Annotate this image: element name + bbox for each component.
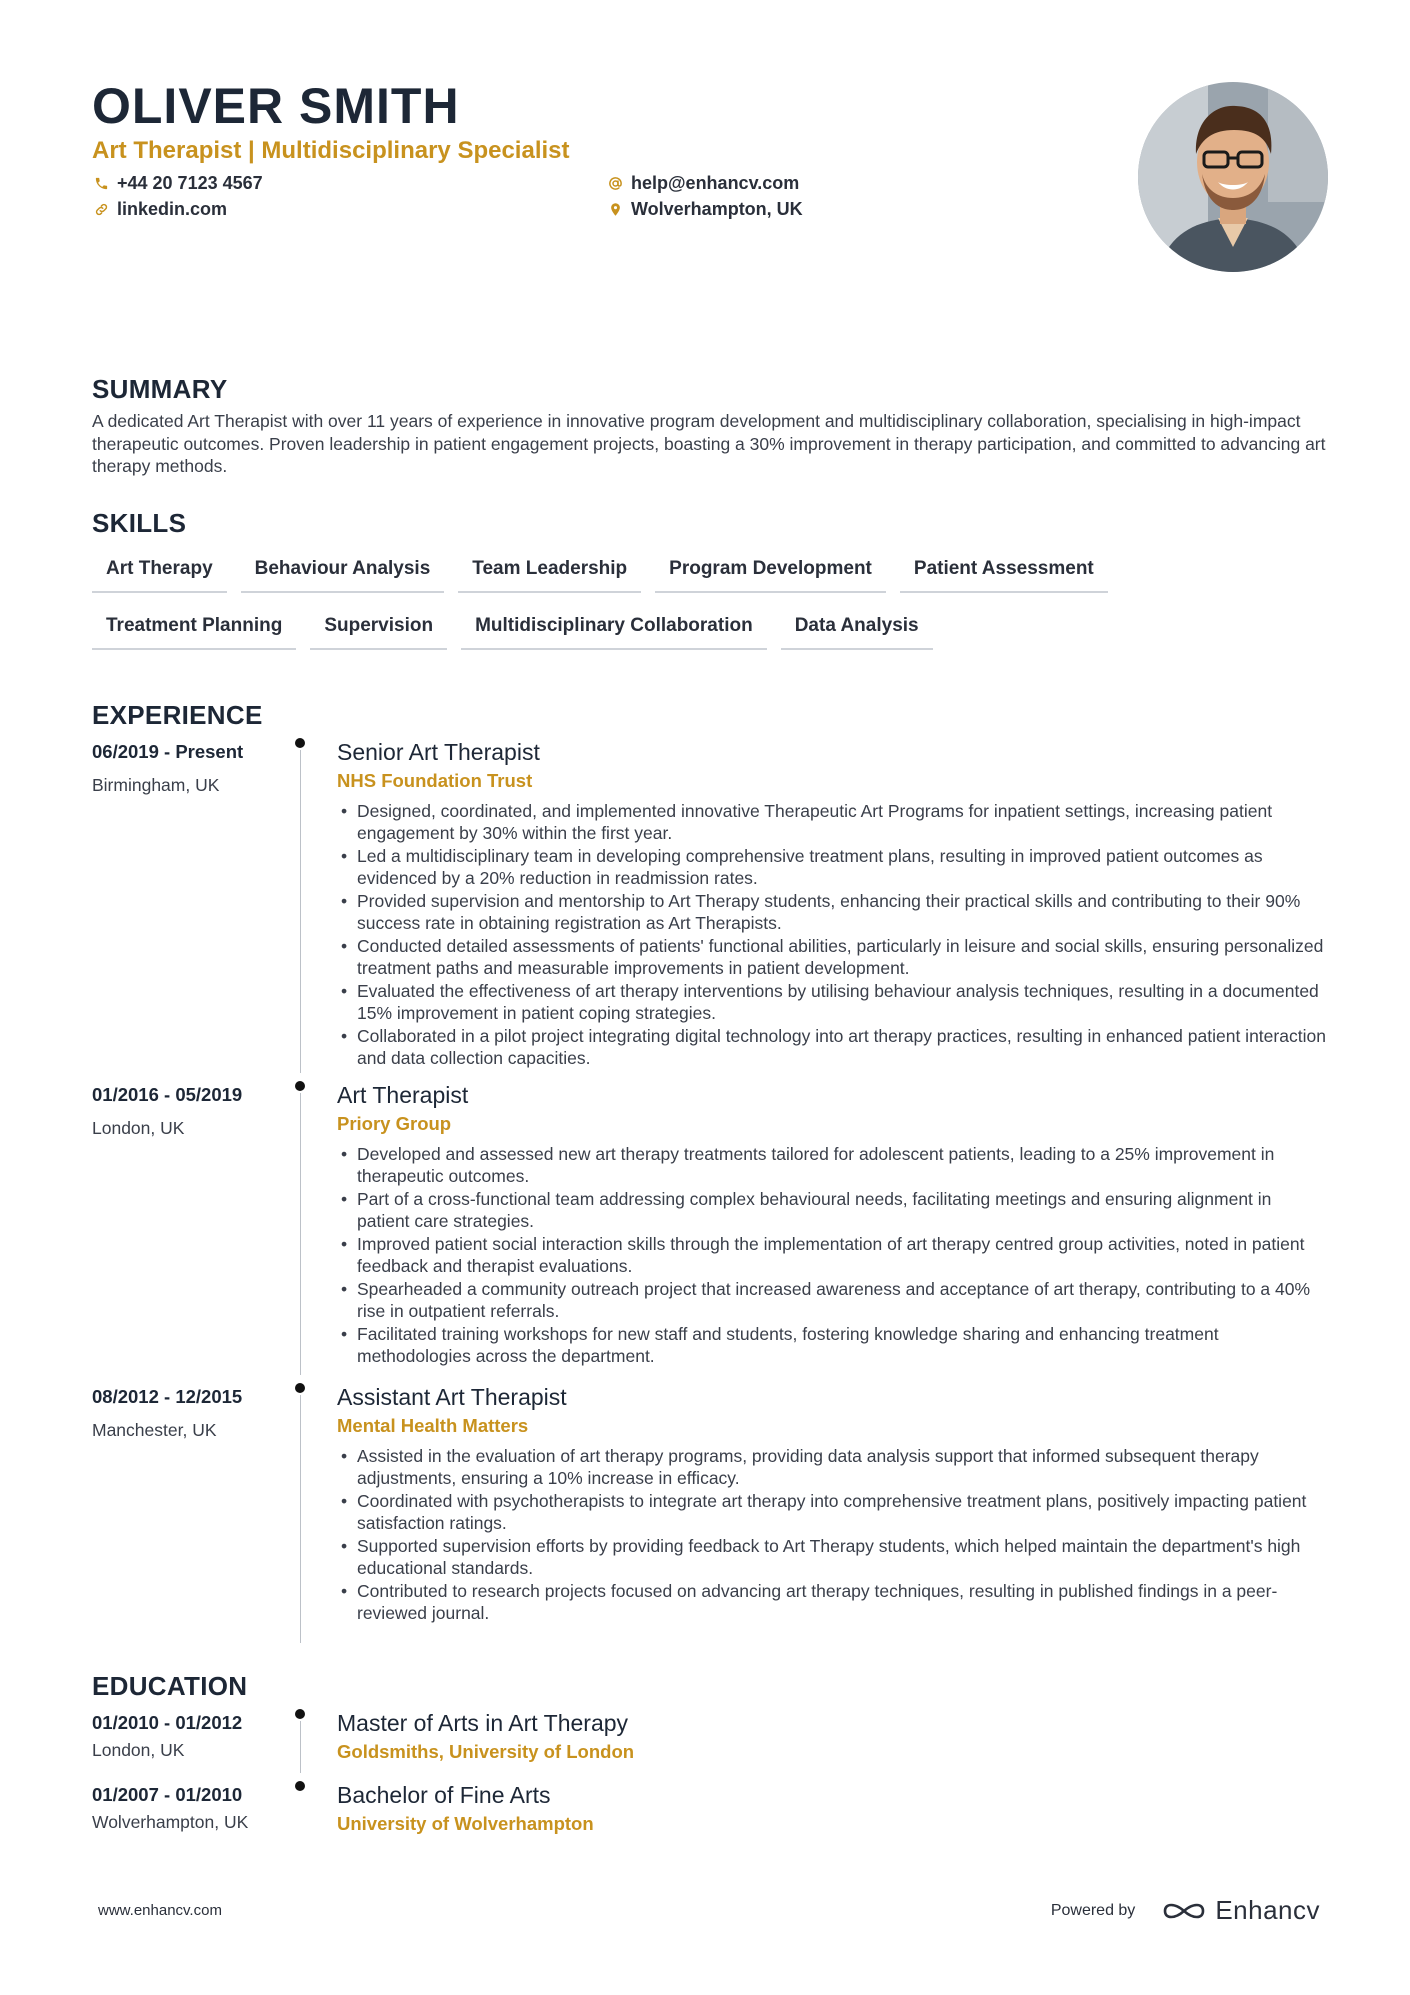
entry-location: London, UK bbox=[92, 1739, 185, 1760]
bullet-item: • Coordinated with psychotherapists to integrate art therapy into comprehensive treatment plans, positively impacting patient satisfaction ratings. bbox=[337, 1490, 1328, 1535]
bullet-item: • Collaborated in a pilot project integrating digital technology into art therapy practices, resulting in enhanced patient interaction and data collection capacities. bbox=[337, 1025, 1328, 1070]
entry-date: 01/2016 - 05/2019 bbox=[92, 1083, 243, 1105]
entry-location: London, UK bbox=[92, 1117, 185, 1138]
timeline-dot bbox=[295, 1781, 305, 1791]
timeline-rail bbox=[294, 1709, 306, 1781]
skill-list bbox=[92, 548, 1292, 662]
skill-tag: Art Therapy bbox=[92, 548, 227, 593]
contact-linkedin[interactable] bbox=[92, 198, 606, 220]
education-section bbox=[92, 1671, 1328, 1851]
entry-school: Goldsmiths, University of London bbox=[337, 1740, 635, 1762]
entry-bullets bbox=[337, 1445, 1328, 1625]
skill-tag: Program Development bbox=[655, 548, 886, 593]
bullet-item: • Supported supervision efforts by providing feedback to Art Therapy students, which helped maintain the department's high educational standards. bbox=[337, 1535, 1328, 1580]
experience-entry bbox=[92, 1081, 1328, 1383]
location-text: Wolverhampton, UK bbox=[631, 199, 803, 219]
link-icon bbox=[92, 200, 110, 218]
brand-logo[interactable] bbox=[1161, 1895, 1320, 1926]
location-pin-icon bbox=[606, 200, 624, 218]
phone-text: +44 20 7123 4567 bbox=[117, 173, 263, 193]
bullet-item: • Designed, coordinated, and implemented innovative Therapeutic Art Programs for inpatient settings, increasing patient engagement by 30% within the first year. bbox=[337, 800, 1328, 845]
entry-company: Mental Health Matters bbox=[337, 1414, 529, 1436]
entry-date: 01/2010 - 01/2012 bbox=[92, 1711, 243, 1733]
bullet-item: • Evaluated the effectiveness of art therapy interventions by utilising behaviour analysis techniques, resulting in a documented 15% improvement in patient coping strategies. bbox=[337, 980, 1328, 1025]
brand-name: Enhancv bbox=[1215, 1895, 1320, 1925]
timeline-dot bbox=[295, 738, 305, 748]
skill-tag: Supervision bbox=[310, 605, 447, 650]
experience-entry bbox=[92, 738, 1328, 1081]
entry-role: Art Therapist bbox=[337, 1081, 469, 1108]
bullet-item: • Facilitated training workshops for new staff and students, fostering knowledge sharing and enhancing treatment methodologies across the department. bbox=[337, 1323, 1328, 1368]
timeline-rail bbox=[294, 1781, 306, 1851]
enhancv-logo-icon bbox=[1161, 1899, 1207, 1923]
education-entry bbox=[92, 1709, 1328, 1781]
skill-tag: Data Analysis bbox=[781, 605, 933, 650]
candidate-name: OLIVER SMITH bbox=[92, 78, 460, 134]
skill-tag: Treatment Planning bbox=[92, 605, 296, 650]
bullet-item: • Provided supervision and mentorship to Art Therapy students, enhancing their practical skills and contributing to their 90% success rate in obtaining registration as Art Therapists. bbox=[337, 890, 1328, 935]
powered-by bbox=[1051, 1895, 1320, 1926]
entry-bullets bbox=[337, 1143, 1328, 1368]
entry-company: NHS Foundation Trust bbox=[337, 769, 533, 791]
resume-page bbox=[92, 78, 1328, 1851]
bullet-item: • Improved patient social interaction skills through the implementation of art therapy centred group activities, noted in patient feedback and therapist evaluations. bbox=[337, 1233, 1328, 1278]
entry-date: 08/2012 - 12/2015 bbox=[92, 1385, 243, 1407]
entry-role: Assistant Art Therapist bbox=[337, 1383, 567, 1410]
profile-photo bbox=[1138, 82, 1328, 272]
timeline-rail bbox=[294, 738, 306, 1081]
education-title: EDUCATION bbox=[92, 1670, 248, 1701]
entry-date: 06/2019 - Present bbox=[92, 740, 244, 762]
contact-phone bbox=[92, 172, 606, 194]
entry-company: Priory Group bbox=[337, 1112, 452, 1134]
summary-title: SUMMARY bbox=[92, 374, 228, 404]
entry-location: Manchester, UK bbox=[92, 1419, 217, 1440]
skill-tag: Team Leadership bbox=[458, 548, 641, 593]
candidate-title: Art Therapist | Multidisciplinary Specialist bbox=[92, 137, 570, 164]
experience-entry bbox=[92, 1383, 1328, 1651]
entry-school: University of Wolverhampton bbox=[337, 1812, 594, 1834]
summary-section bbox=[92, 374, 1328, 478]
entry-bullets bbox=[337, 800, 1328, 1070]
entry-degree: Bachelor of Fine Arts bbox=[337, 1781, 551, 1808]
at-icon bbox=[606, 174, 624, 192]
resume-header bbox=[92, 78, 1328, 278]
email-text: help@enhancv.com bbox=[631, 173, 800, 193]
entry-date: 01/2007 - 01/2010 bbox=[92, 1783, 243, 1805]
contact-email[interactable] bbox=[606, 172, 1006, 194]
timeline-rail bbox=[294, 1383, 306, 1651]
entry-degree: Master of Arts in Art Therapy bbox=[337, 1709, 629, 1736]
phone-icon bbox=[92, 174, 110, 192]
bullet-item: • Part of a cross-functional team addressing complex behavioural needs, facilitating meetings and ensuring alignment in patient care strategies. bbox=[337, 1188, 1328, 1233]
bullet-item: • Conducted detailed assessments of patients' functional abilities, particularly in leisure and social skills, ensuring personalized treatment paths and measurable improvements in patient development. bbox=[337, 935, 1328, 980]
timeline-line bbox=[300, 1721, 302, 1773]
education-entry bbox=[92, 1781, 1328, 1851]
timeline-dot bbox=[295, 1709, 305, 1719]
contact-location bbox=[606, 198, 1006, 220]
timeline-line bbox=[300, 750, 302, 1073]
bullet-item: • Assisted in the evaluation of art therapy programs, providing data analysis support that informed subsequent therapy adjustments, ensuring a 10% increase in efficacy. bbox=[337, 1445, 1328, 1490]
bullet-item: • Contributed to research projects focused on advancing art therapy techniques, resulting in published findings in a peer-reviewed journal. bbox=[337, 1580, 1328, 1625]
experience-title: EXPERIENCE bbox=[92, 699, 263, 730]
summary-text: A dedicated Art Therapist with over 11 years of experience in innovative program development and multidisciplinary collaboration, specialising in high-impact therapeutic outcomes. Proven leadership in patient engagement projects, boasting a 30% improvement in therapy participation, and committed to advancing art therapy methods. bbox=[92, 411, 1326, 476]
skill-tag: Patient Assessment bbox=[900, 548, 1108, 593]
powered-by-label: Powered by bbox=[1050, 1901, 1136, 1919]
experience-section bbox=[92, 700, 1328, 1651]
bullet-item: • Led a multidisciplinary team in developing comprehensive treatment plans, resulting in improved patient outcomes as evidenced by a 20% reduction in readmission rates. bbox=[337, 845, 1328, 890]
timeline-rail bbox=[294, 1081, 306, 1383]
timeline-line bbox=[300, 1093, 302, 1375]
footer-url[interactable]: www.enhancv.com bbox=[98, 1902, 222, 1919]
timeline-dot bbox=[295, 1081, 305, 1091]
entry-location: Birmingham, UK bbox=[92, 774, 220, 795]
timeline-line bbox=[300, 1395, 302, 1643]
skill-tag: Behaviour Analysis bbox=[241, 548, 445, 593]
timeline-dot bbox=[295, 1383, 305, 1393]
skills-title: SKILLS bbox=[92, 507, 187, 538]
page-footer bbox=[98, 1895, 1320, 1926]
skill-tag: Multidisciplinary Collaboration bbox=[461, 605, 767, 650]
entry-location: Wolverhampton, UK bbox=[92, 1811, 249, 1832]
skills-section bbox=[92, 508, 1328, 662]
linkedin-text: linkedin.com bbox=[117, 199, 228, 219]
bullet-item: • Developed and assessed new art therapy treatments tailored for adolescent patients, leading to a 25% improvement in therapeutic outcomes. bbox=[337, 1143, 1328, 1188]
entry-role: Senior Art Therapist bbox=[337, 738, 540, 765]
bullet-item: • Spearheaded a community outreach project that increased awareness and acceptance of art therapy, contributing to a 40% rise in outpatient referrals. bbox=[337, 1278, 1328, 1323]
